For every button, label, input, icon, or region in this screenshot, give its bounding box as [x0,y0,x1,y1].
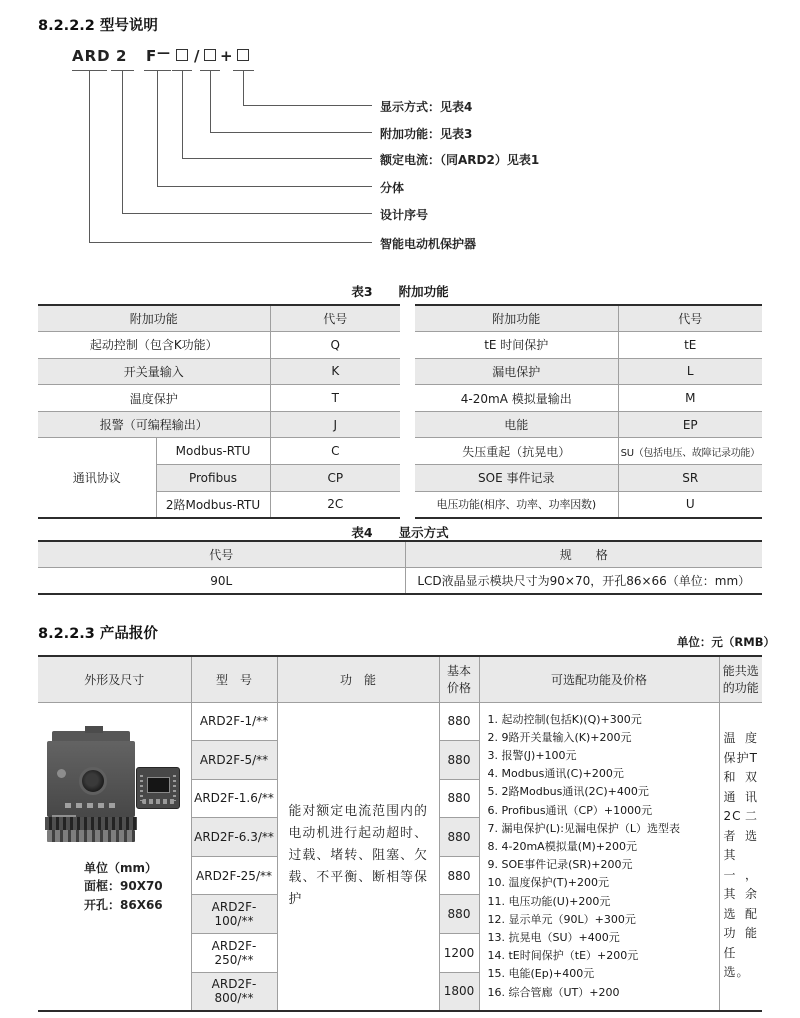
comm-protocol-name: 2路Modbus-RTU [156,491,270,518]
product-photo [45,725,183,847]
function-code: L [618,358,762,385]
base-price: 880 [439,741,479,780]
optional-item: 4. Modbus通讯(C)+200元 [487,767,624,781]
pricing-header-shared: 能共选的功能 [719,656,762,702]
table4-header-code: 代号 [38,541,405,568]
table3-right-header-code: 代号 [618,305,762,332]
optional-item: 6. Profibus通讯（CP）+1000元 [487,803,653,817]
function-label: 漏电保护 [415,358,618,385]
optional-item: 12. 显示单元（90L）+300元 [487,912,636,926]
callout-label-product-name: 智能电动机保护器 [380,237,477,251]
function-label: 电能 [415,411,618,438]
device-terminal-row-upper [45,817,137,830]
optional-item: 5. 2路Modbus通讯(2C)+400元 [487,785,649,799]
unit-note: 单位：元（RMB） [676,635,775,649]
optional-functions-cell [479,702,719,1011]
model-name: ARD2F-250/** [191,934,277,973]
pricing-table [38,655,762,1012]
table3-title [38,282,762,300]
display-led-column-left [140,775,143,801]
display-code: 90L [38,568,405,595]
table4-title [38,523,762,541]
optional-item: 11. 电压功能(U)+200元 [487,894,611,908]
comm-protocol-group-label: 通讯协议 [38,438,156,518]
table3-left [38,304,400,519]
photo-caption-frame: 面框：90X70 [84,879,163,893]
shared-function-note: 温度保护T和双通讯2C二者选其一，其余选配功能任选。 [723,731,758,980]
optional-item: 1. 起动控制(包括K)(Q)+300元 [487,712,642,726]
callout-line [182,158,372,159]
base-price: 1200 [439,934,479,973]
function-description: 能对额定电流范围内的电动机进行起动超时、过载、堵转、阻塞、欠载、不平衡、断相等保护 [277,702,439,1011]
model-name: ARD2F-800/** [191,972,277,1011]
device-main-body [47,741,135,817]
optional-item: 3. 报警(J)+100元 [487,748,577,762]
photo-caption-cutout: 开孔：86X66 [84,897,163,912]
function-label: 温度保护 [38,385,270,412]
function-label: 起动控制（包含K功能） [38,332,270,359]
optional-item: 13. 抗晃电（SU）+400元 [487,930,620,944]
device-label-strip [65,803,119,808]
code-box-current [176,49,188,61]
function-label: 4-20mA 模拟量输出 [415,385,618,412]
comm-protocol-code: 2C [327,497,344,512]
function-code: T [270,385,400,412]
optional-item: 2. 9路开关量输入(K)+200元 [487,730,632,744]
section-title-model-description: 8.2.2.2 型号说明 [38,18,158,34]
comm-protocol-code: C [270,438,400,465]
callout-label-display-mode: 显示方式：见表4 [380,100,473,114]
code-box-function [204,49,216,61]
optional-item: 8. 4-20mA模拟量(M)+200元 [487,839,637,853]
table3-left-header-function: 附加功能 [38,305,270,332]
base-price: 1800 [439,972,479,1011]
table4-caption: 显示方式 [398,525,449,540]
callout-line [182,71,183,158]
table3-tag: 表3 [351,284,373,299]
code-part-series: ARD [72,47,111,65]
function-code: K [270,358,400,385]
table4-header-spec: 规 格 [405,541,762,568]
callout-label-design-serial: 设计序号 [380,208,429,222]
device-top-tab [85,726,103,733]
table4 [38,540,762,595]
pricing-header-base-price: 基本价格 [439,656,479,702]
callout-line [243,105,372,106]
function-label: 电压功能(相序、功率、功率因数) [415,491,618,518]
code-part-split: F [146,47,158,65]
callout-line [243,71,244,105]
table3-right [415,304,762,519]
base-price: 880 [439,818,479,857]
pricing-header-model: 型 号 [191,656,277,702]
function-code: SR [618,465,762,492]
function-code: Q [270,332,400,359]
device-indicator-dot [57,769,66,778]
function-code: U [685,497,695,512]
display-led-column-right [173,775,176,801]
table3-caption: 附加功能 [398,284,449,299]
code-part-design: 2 [116,47,128,65]
base-price: 880 [439,895,479,934]
function-code: M [618,385,762,412]
callout-line [210,71,211,132]
comm-protocol-name: Modbus-RTU [156,438,270,465]
model-name: ARD2F-100/** [191,895,277,934]
optional-item: 7. 漏电保护(L):见漏电保护（L）选型表 [487,821,681,835]
callout-line [89,71,90,242]
callout-line [89,242,372,243]
display-spec: LCD液晶显示模块尺寸为90×70，开孔86×66（单位：mm） [417,574,751,588]
callout-label-rated-current: 额定电流：（同ARD2）见表1 [380,153,540,167]
callout-label-extra-function: 附加功能：见表3 [380,127,473,141]
function-label: 开关量输入 [38,358,270,385]
function-label: 报警（可编程输出） [38,411,270,438]
callout-line [157,186,372,187]
function-label: SOE 事件记录 [415,465,618,492]
function-code: J [270,411,400,438]
product-shape-cell [38,702,191,1011]
device-round-connector [79,767,107,795]
callout-label-split-type: 分体 [380,181,405,195]
optional-item: 16. 综合管廊（UT）+200 [487,985,620,999]
display-buttons-row [142,799,175,804]
base-price: 880 [439,856,479,895]
section-title-product-quotation: 8.2.2.3 产品报价 [38,626,158,642]
table3-right-header-function: 附加功能 [415,305,618,332]
callout-line [122,71,123,213]
function-code: EP [618,411,762,438]
code-plus: + [220,47,234,65]
base-price: 880 [439,779,479,818]
table4-tag: 表4 [351,525,373,540]
function-label: 失压重起（抗晃电） [415,438,618,465]
model-code-diagram [0,0,800,270]
optional-item: 14. tE时间保护（tE）+200元 [487,949,639,963]
photo-caption-unit: 单位（mm） [84,860,158,875]
display-module [136,767,180,809]
optional-item: 10. 温度保护(T)+200元 [487,876,610,890]
display-screen [147,777,170,793]
callout-line [122,213,372,214]
pricing-header-function: 功 能 [277,656,439,702]
base-price: 880 [439,702,479,741]
comm-protocol-code: CP [270,465,400,492]
code-box-display [237,49,249,61]
function-code: tE [618,332,762,359]
callout-line [210,132,372,133]
optional-item: 9. SOE事件记录(SR)+200元 [487,858,633,872]
code-slash: / [194,47,201,65]
code-dash: — [157,46,171,61]
function-code: SU（包括电压、故障记录功能） [618,438,762,465]
model-name: ARD2F-6.3/** [191,818,277,857]
model-name: ARD2F-1/** [191,702,277,741]
comm-protocol-name: Profibus [156,465,270,492]
model-name: ARD2F-25/** [191,856,277,895]
device-terminal-row-lower [47,830,135,842]
model-name: ARD2F-1.6/** [191,779,277,818]
pricing-header-shape: 外形及尺寸 [38,656,191,702]
pricing-header-options: 可选配功能及价格 [479,656,719,702]
optional-item: 15. 电能(Ep)+400元 [487,967,595,981]
table3-left-header-code: 代号 [270,305,400,332]
model-name: ARD2F-5/** [191,741,277,780]
function-label: tE 时间保护 [415,332,618,359]
callout-line [157,71,158,186]
